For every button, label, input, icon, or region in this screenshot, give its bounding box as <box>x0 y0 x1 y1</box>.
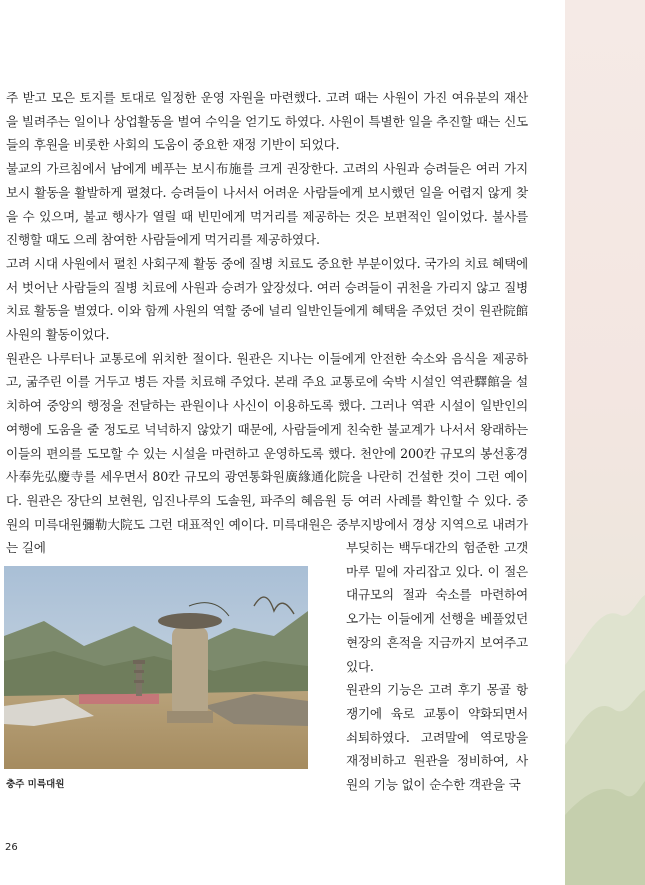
decorative-side-band <box>565 0 645 885</box>
paragraph: 고려 시대 사원에서 펼친 사회구제 활동 중에 질병 치료도 중요한 부분이었다. 국가의 치료 혜택에서 벗어난 사람들의 질병 치료에 사원과 승려가 앞장섰다. 여러 승려들이 귀천을 가리지 않고 질병 치료 활동을 벌였다. 이와 함께 사원의 역할 중에 널리 일반인들에게 혜택을 주었던 것이 원관院館 사원의 활동이었다. <box>6 255 528 343</box>
page-number: 26 <box>5 842 18 853</box>
paragraph: 주 받고 모은 토지를 토대로 일정한 운영 자원을 마련했다. 고려 때는 사원이 가진 여유분의 재산을 빌려주는 일이나 상업활동을 벌여 수익을 얻기도 하였다. 사원이 특별한 일을 추진할 때는 신도들의 후원을 비롯한 사회의 도움이 중요한 재정 기반이 되었다. <box>6 90 528 153</box>
paragraph: 원관은 나루터나 교통로에 위치한 절이다. 원관은 지나는 이들에게 안전한 숙소와 음식을 제공하고, 굶주린 이를 거두고 병든 자를 치료해 주었다. 본래 주요 교통로에 숙박 시설인 역관驛館을 설치하여 중앙의 행정을 전달하는 관원이나 사신이 이용하도록 했다. 그러나 역관 시설이 일반인의 여행에 도움을 줄 정도로 넉넉하지 않았기 때문에, 사람들에게 친숙한 불교계가 나서서 왕래하는 이들의 편의를 도모할 수 있는 시설을 마련하고 운영하도록 했다. 천안에 200칸 규모의 봉선홍경사奉先弘慶寺를 세우면서 80칸 규모의 광연통화원廣緣通化院을 나란히 건설한 것이 그런 예이다. 원관은 장단의 보현원, 임진나루의 도솔원, 파주의 혜음원 등 여러 사례를 확인할 수 있다. 중원의 미륵대원彌勒大院도 그런 대표적인 예이다. 미륵대원은 중부지방에서 경상 지역으로 내려가는 길에 <box>6 350 528 556</box>
paragraph: 불교의 가르침에서 남에게 베푸는 보시布施를 크게 권장한다. 고려의 사원과 승려들은 여러 가지 보시 활동을 활발하게 펼쳤다. 승려들이 나서서 어려운 사람들에게 보시했던 일을 어렵지 않게 찾을 수 있으며, 불교 행사가 열릴 때 빈민에게 먹거리를 제공하는 것은 보편적인 일이었다. 불사를 진행할 때도 으레 참여한 사람들에게 먹거리를 제공하였다. <box>6 161 528 248</box>
narrow-text-column <box>346 536 528 797</box>
mountain-illustration-icon <box>565 545 645 885</box>
photo-mireuk-daewon <box>4 566 308 769</box>
paragraph: 원관의 기능은 고려 후기 몽골 항쟁기에 육로 교통이 약화되면서 쇠퇴하였다. 고려말에 역로망을 재정비하고 원관을 정비하여, 사원의 기능 없이 순수한 객관을 국 <box>346 682 528 793</box>
photo-caption: 충주 미륵대원 <box>6 779 65 790</box>
main-text <box>6 86 528 560</box>
paragraph: 부딪히는 백두대간의 험준한 고갯마루 밑에 자리잡고 있다. 이 절은 대규모의 절과 숙소를 마련하여 오가는 이들에게 선행을 베풀었던 현장의 흔적을 지금까지 보여주고 있다. <box>346 540 528 674</box>
